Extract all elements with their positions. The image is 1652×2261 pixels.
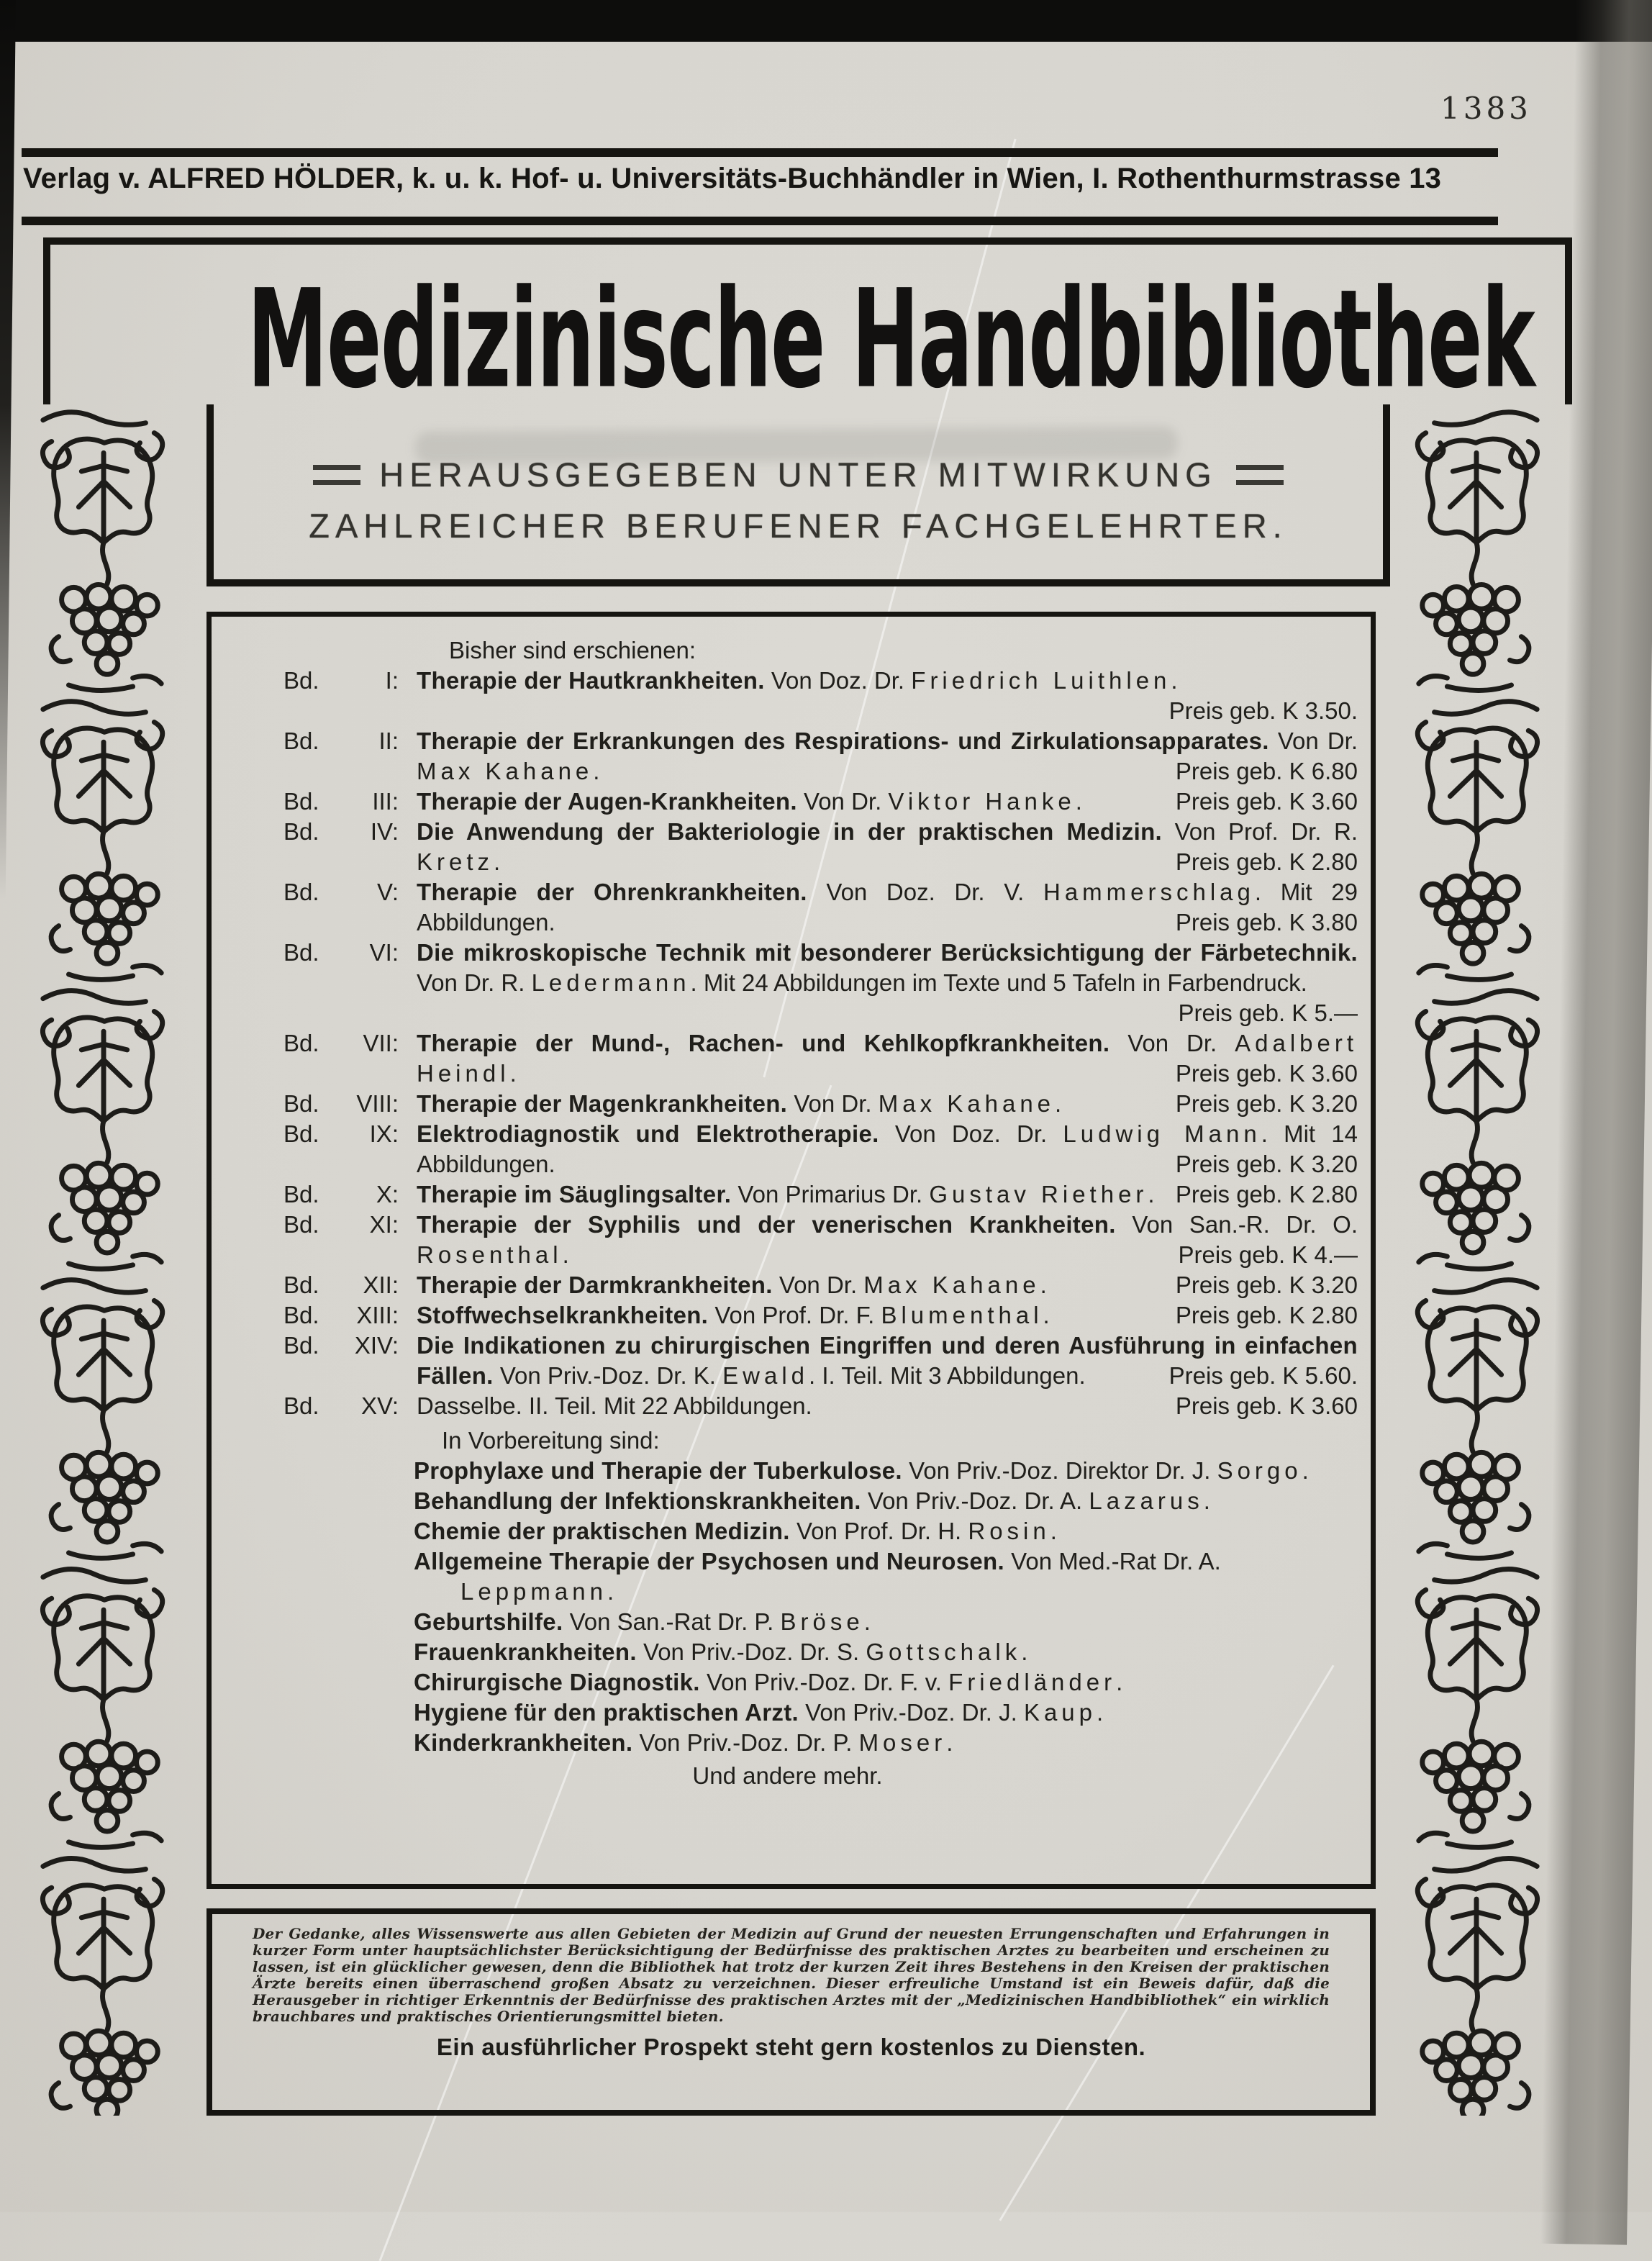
volume-note: . [1055, 1090, 1062, 1117]
volume-note: . [1040, 1272, 1047, 1298]
volume-price: Preis geb. K 3.80 [1175, 909, 1358, 935]
volume-author-name: Rosenthal [417, 1241, 563, 1268]
volume-price: Preis geb. K 4.— [1178, 1241, 1358, 1268]
preparing-author-name: Friedländer [948, 1669, 1117, 1695]
volume-note: . Mit 24 Abbildungen im Texte und 5 Tafeln in Farbendruck. [690, 969, 1307, 996]
preparing-author-name: Bröse [780, 1608, 864, 1635]
volume-author-prefix: Von Dr. [1277, 728, 1358, 754]
preparing-note: . [607, 1578, 614, 1605]
volume-price: Preis geb. K 3.60 [1175, 788, 1358, 815]
volume-bd-label: Bd. [283, 1302, 319, 1328]
volume-price: Preis geb. K 6.80 [1175, 758, 1358, 784]
volume-author-name: Ledermann [531, 969, 691, 996]
volume-note: . Mit 29 Abbildungen. [417, 879, 1358, 935]
volume-title: Therapie der Augen-Krankheiten. [417, 788, 797, 815]
volume-bd-label: Bd. [283, 728, 319, 754]
volume-number: I: [385, 667, 399, 694]
published-heading: Bisher sind erschienen: [449, 637, 696, 663]
volume-text [417, 1300, 1363, 1331]
preparing-entry [414, 1486, 1363, 1516]
volume-number: III: [372, 788, 399, 815]
volume-bd-label: Bd. [283, 667, 319, 694]
volume-text [417, 726, 1363, 787]
volume-author-prefix: Von Dr. R. [417, 969, 525, 996]
volume-text [417, 1331, 1363, 1391]
volume-number: XIV: [354, 1332, 399, 1359]
preparing-title: Hygiene für den praktischen Arzt. [414, 1699, 799, 1726]
volume-author-prefix: Von Prof. Dr. R. [1174, 818, 1358, 845]
volume-title: Therapie im Säuglingsalter. [417, 1181, 732, 1207]
preparing-list [212, 1456, 1363, 1758]
volume-price: Preis geb. K 2.80 [1175, 1302, 1358, 1328]
volume-price: Preis geb. K 5.— [1178, 1000, 1358, 1026]
volume-text [417, 1391, 1363, 1421]
volume-price: Preis geb. K 5.60. [1168, 1362, 1358, 1389]
preparing-note: . [1021, 1639, 1028, 1665]
volume-note: . [1043, 1302, 1050, 1328]
catalog-box [206, 612, 1376, 1889]
volume-author-name: Adalbert Heindl [417, 1030, 1358, 1087]
volume-number: XI: [369, 1211, 399, 1238]
volume-author-name: Blumenthal [881, 1302, 1043, 1328]
volume-note: . [1075, 788, 1082, 815]
volume-entry [212, 1391, 1363, 1421]
preparing-entry [414, 1698, 1363, 1728]
volume-entry [212, 666, 1363, 726]
volume-price: Preis geb. K 3.20 [1175, 1151, 1358, 1177]
volume-text [417, 1089, 1363, 1119]
preparing-heading: In Vorbereitung sind: [442, 1427, 660, 1454]
preparing-author-prefix: Von Priv.-Doz. Direktor Dr. J. [909, 1457, 1211, 1484]
preparing-author-name: Rosin [968, 1518, 1050, 1544]
header-bottom-rule [22, 217, 1498, 225]
preparing-entry [414, 1456, 1363, 1486]
scan-left-edge [0, 0, 16, 900]
volume-text [417, 817, 1363, 877]
volume-title: Therapie der Ohrenkrankheiten. [417, 879, 807, 905]
volume-number: II: [378, 728, 399, 754]
volume-bd-label: Bd. [283, 788, 319, 815]
volume-number: VII: [363, 1030, 399, 1056]
volume-bd-label: Bd. [283, 1332, 319, 1359]
volume-text [417, 1210, 1363, 1270]
volume-number: IV: [370, 818, 399, 845]
volume-bd-label: Bd. [283, 1030, 319, 1056]
preparing-title: Kinderkrankheiten. [414, 1729, 633, 1756]
volume-entry [212, 877, 1363, 938]
and-more-line: Und andere mehr. [692, 1762, 883, 1789]
volume-author-name: Ludwig Mann [1063, 1120, 1261, 1147]
volume-author-prefix: Von San.-R. Dr. O. [1132, 1211, 1358, 1238]
double-rule-ornament-icon [1236, 465, 1284, 485]
volume-text [417, 1028, 1363, 1089]
volume-author-name: Friedrich Luithlen [911, 667, 1171, 694]
preparing-entry [414, 1516, 1363, 1546]
series-title: Medizinische Handbibliothek [247, 260, 1535, 419]
volume-note: . Mit 14 Abbildungen. [417, 1120, 1358, 1177]
volume-note: . [1171, 667, 1178, 694]
volume-text [417, 666, 1363, 726]
preparing-entry [414, 1607, 1363, 1637]
volume-author-prefix: Von Doz. Dr. [894, 1120, 1048, 1147]
volume-author-prefix: Von Dr. [794, 1090, 872, 1117]
volume-author-prefix: Von Doz. Dr. V. [826, 879, 1025, 905]
preparing-note: . [1050, 1518, 1057, 1544]
preparing-entry [414, 1637, 1363, 1667]
volume-author-name: Gustav Riether [929, 1181, 1148, 1207]
preparing-title: Geburtshilfe. [414, 1608, 563, 1635]
preparing-author-name: Sorgo [1217, 1457, 1302, 1484]
volume-number: VIII: [356, 1090, 399, 1117]
volume-entry [212, 1331, 1363, 1391]
prospekt-line: Ein ausführlicher Prospekt steht gern kostenlos zu Diensten. [436, 2034, 1146, 2060]
volume-entry [212, 1270, 1363, 1300]
preparing-author-name: Gottschalk [866, 1639, 1022, 1665]
volume-title: Therapie der Erkrankungen des Respirations- und Zirkulationsapparates. [417, 728, 1269, 754]
volumes-list [212, 666, 1363, 1421]
volume-title: Stoffwechselkrankheiten. [417, 1302, 709, 1328]
volume-text [417, 1179, 1363, 1210]
volume-bd-label: Bd. [283, 1181, 319, 1207]
volume-note: . [1148, 1181, 1155, 1207]
volume-number: VI: [369, 939, 399, 966]
volume-price: Preis geb. K 3.50. [1168, 697, 1358, 724]
volume-entry [212, 1179, 1363, 1210]
volume-note: . I. Teil. Mit 3 Abbildungen. [809, 1362, 1086, 1389]
preparing-author-prefix: Von Priv.-Doz. Dr. S. [643, 1639, 860, 1665]
volume-title: Therapie der Mund-, Rachen- und Kehlkopfkrankheiten. [417, 1030, 1110, 1056]
volume-note: . [509, 1060, 517, 1087]
volume-price: Preis geb. K 3.60 [1175, 1392, 1358, 1419]
volume-title: Therapie der Hautkrankheiten. [417, 667, 765, 694]
volume-price: Preis geb. K 3.20 [1175, 1090, 1358, 1117]
preparing-title: Chirurgische Diagnostik. [414, 1669, 700, 1695]
volume-author-prefix: Von Primarius Dr. [738, 1181, 923, 1207]
volume-entry [212, 726, 1363, 787]
preparing-author-name: Moser [858, 1729, 947, 1756]
volume-author-prefix: Von Prof. Dr. F. [714, 1302, 875, 1328]
volume-title: Die Anwendung der Bakteriologie in der praktischen Medizin. [417, 818, 1163, 845]
preparing-title: Allgemeine Therapie der Psychosen und Neurosen. [414, 1548, 1004, 1574]
volume-title: Therapie der Syphilis und der venerischen Krankheiten. [417, 1211, 1116, 1238]
volume-entry [212, 938, 1363, 1028]
volume-price: Preis geb. K 3.20 [1175, 1272, 1358, 1298]
preparing-author-prefix: Von Priv.-Doz. Dr. F. v. [706, 1669, 942, 1695]
bleedthrough-smudge [415, 426, 1178, 464]
volume-number: XV: [361, 1392, 399, 1419]
volume-bd-label: Bd. [283, 1392, 319, 1419]
preparing-title: Frauenkrankheiten. [414, 1639, 637, 1665]
volume-text [417, 938, 1363, 1028]
volume-bd-label: Bd. [283, 1120, 319, 1147]
volume-note: . [494, 848, 501, 875]
preparing-note: . [1302, 1457, 1309, 1484]
volume-title: Therapie der Magenkrankheiten. [417, 1090, 788, 1117]
volume-bd-label: Bd. [283, 879, 319, 905]
volume-bd-label: Bd. [283, 1211, 319, 1238]
volume-number: X: [376, 1181, 399, 1207]
volume-note: . [562, 1241, 569, 1268]
volume-entry [212, 1119, 1363, 1179]
volume-author-prefix: Von Priv.-Doz. Dr. K. [499, 1362, 716, 1389]
volume-text [417, 1270, 1363, 1300]
header-top-rule [22, 148, 1498, 157]
preparing-note: . [946, 1729, 953, 1756]
volume-entry [212, 1300, 1363, 1331]
subtitle-line-2: ZAHLREICHER BERUFENER FACHGELEHRTER. [309, 507, 1288, 545]
volume-entry [212, 1210, 1363, 1270]
volume-title: Therapie der Darmkrankheiten. [417, 1272, 773, 1298]
volume-bd-label: Bd. [283, 1272, 319, 1298]
volume-bd-label: Bd. [283, 818, 319, 845]
footer-box [206, 1908, 1376, 2116]
scan-top-edge [0, 0, 1652, 42]
volume-number: V: [377, 879, 399, 905]
volume-text [417, 877, 1363, 938]
preparing-title: Chemie der praktischen Medizin. [414, 1518, 790, 1544]
preparing-entry [414, 1728, 1363, 1758]
volume-entry [212, 1028, 1363, 1089]
grapevine-border-left-icon [33, 402, 176, 2116]
preparing-entry [414, 1667, 1363, 1698]
volume-author-prefix: Dasselbe. II. Teil. Mit 22 Abbildungen. [417, 1392, 812, 1419]
volume-author-prefix: Von Dr. [804, 788, 882, 815]
preparing-title: Prophylaxe und Therapie der Tuberkulose. [414, 1457, 902, 1484]
volume-text [417, 787, 1363, 817]
preparing-author-prefix: Von Priv.-Doz. Dr. A. [867, 1487, 1083, 1514]
preparing-author-name: Lazarus [1089, 1487, 1204, 1514]
volume-entry [212, 817, 1363, 877]
volume-title: Elektrodiagnostik und Elektrotherapie. [417, 1120, 879, 1147]
volume-text [417, 1119, 1363, 1179]
preparing-note: . [863, 1608, 871, 1635]
preparing-title: Behandlung der Infektionskrankheiten. [414, 1487, 861, 1514]
page-number: 1383 [1440, 91, 1532, 126]
preparing-note: . [1203, 1487, 1210, 1514]
preparing-entry [414, 1546, 1363, 1607]
volume-number: XIII: [356, 1302, 399, 1328]
preparing-author-prefix: Von Priv.-Doz. Dr. P. [639, 1729, 853, 1756]
preparing-note: . [1116, 1669, 1123, 1695]
preparing-author-prefix: Von Prof. Dr. H. [796, 1518, 962, 1544]
preparing-note: . [1097, 1699, 1104, 1726]
volume-price: Preis geb. K 2.80 [1175, 848, 1358, 875]
volume-bd-label: Bd. [283, 1090, 319, 1117]
volume-price: Preis geb. K 2.80 [1175, 1181, 1358, 1207]
volume-author-name: Hammerschlag [1043, 879, 1255, 905]
volume-author-prefix: Von Doz. Dr. [771, 667, 905, 694]
volume-number: XII: [363, 1272, 399, 1298]
footer-paragraph: Der Gedanke, alles Wissenswerte aus allen Gebieten der Medizin auf Grund der neuesten Errungenschaften und Erfahrungen in kurzer Form unter hauptsächlichster Berücksichtigung der Bedürfnisse des praktischen Arztes zu bearbeiten und erscheinen zu lassen, ist ein glücklicher gewesen, denn die Bibliothek hat trotz der kurzen Zeit ihres Bestehens in den Kreisen der praktischen Ärzte bereits einen überraschend großen Absatz zu verzeichnen. Dieser erfreuliche Umstand ist ein Beweis dafür, daß die Herausgeber in richtiger Erkenntnis der Bedürfnisse des praktischen Arztes mit der „Medizinischen Handbibliothek“ ein wirklich brauchbares und praktisches Orientierungsmittel bieten. [253, 1925, 1330, 2025]
masthead-box [43, 237, 1572, 419]
volume-number: IX: [369, 1120, 399, 1147]
volume-author-name: Max Kahane [417, 758, 594, 784]
masthead-subtitle-box [206, 404, 1390, 586]
volume-author-prefix: Von Dr. [779, 1272, 858, 1298]
volume-entry [212, 1089, 1363, 1119]
volume-author-prefix: Von Dr. [1127, 1030, 1217, 1056]
preparing-author-prefix: Von Priv.-Doz. Dr. J. [805, 1699, 1017, 1726]
publisher-imprint: Verlag v. ALFRED HÖLDER, k. u. k. Hof- u. Universitäts-Buchhändler in Wien, I. Rothenthurmstrasse 13 [23, 163, 1442, 194]
volume-author-name: Viktor Hanke [888, 788, 1076, 815]
volume-author-name: Max Kahane [878, 1090, 1056, 1117]
volume-price: Preis geb. K 3.60 [1175, 1060, 1358, 1087]
preparing-author-prefix: Von San.-Rat Dr. P. [569, 1608, 774, 1635]
volume-author-name: Max Kahane [863, 1272, 1040, 1298]
volume-author-name: Kretz [417, 848, 494, 875]
preparing-author-name: Leppmann [460, 1578, 607, 1605]
volume-note: . [593, 758, 600, 784]
volume-title: Die Indikationen zu chirurgischen Eingriffen und deren Ausführung in einfachen Fällen. [417, 1332, 1358, 1389]
volume-entry [212, 787, 1363, 817]
volume-author-name: Ewald [722, 1362, 809, 1389]
grapevine-border-right-icon [1404, 402, 1547, 2116]
subtitle-text-1: HERAUSGEGEBEN UNTER MITWIRKUNG [379, 456, 1217, 494]
preparing-author-prefix: Von Med.-Rat Dr. A. [1011, 1548, 1221, 1574]
preparing-author-name: Kaup [1023, 1699, 1097, 1726]
volume-title: Die mikroskopische Technik mit besonderer Berücksichtigung der Färbetechnik. [417, 939, 1358, 966]
volume-bd-label: Bd. [283, 939, 319, 966]
double-rule-ornament-icon [313, 465, 360, 485]
